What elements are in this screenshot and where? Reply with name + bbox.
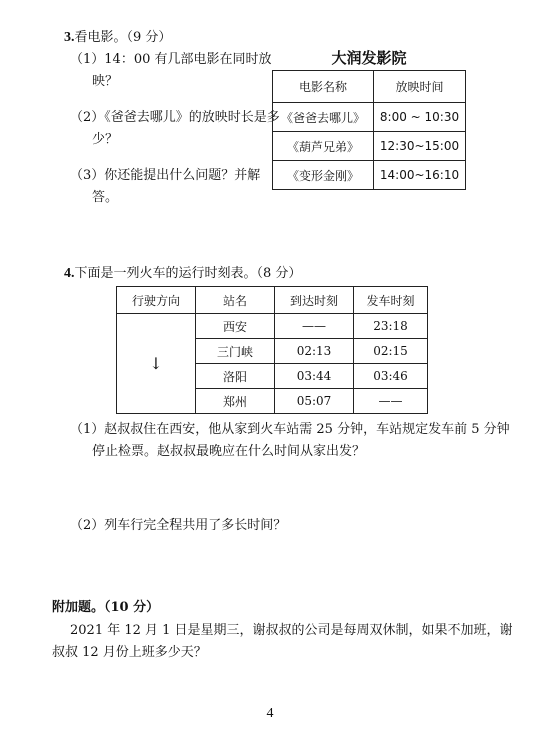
arrival-cell: 03:44 — [275, 364, 354, 389]
arrival-cell: —— — [275, 314, 354, 339]
table-row — [273, 103, 466, 132]
q3-title: 看电影。（9 分） — [74, 30, 172, 45]
q4-sub1-line2: 停止检票。赵叔叔最晚应在什么时间从家出发？ — [92, 444, 366, 459]
train-header-direction: 行驶方向 — [117, 287, 196, 314]
cinema-movie-cell: 《葫芦兄弟》 — [273, 132, 374, 161]
station-cell: 郑州 — [196, 389, 275, 414]
q3-sub3-line1: （3）你还能提出什么问题？并解 — [70, 168, 261, 183]
table-row — [273, 132, 466, 161]
q3-sub2-line2: 少？ — [92, 132, 119, 147]
q4-number: 4. — [64, 266, 75, 281]
q3-sub1-line2: 映？ — [92, 74, 119, 89]
station-cell: 西安 — [196, 314, 275, 339]
cinema-time-cell: 12:30~15:00 — [374, 132, 466, 161]
q3-sub2-line1: （2）《爸爸去哪儿》的放映时长是多 — [70, 110, 280, 125]
arrival-cell: 02:13 — [275, 339, 354, 364]
table-row — [117, 314, 428, 339]
train-header-row — [117, 287, 428, 314]
q4-title: 下面是一列火车的运行时刻表。（8 分） — [74, 266, 302, 281]
cinema-title: 大润发影院 — [331, 49, 407, 67]
q3-sub1-line1: （1）14：00 有几部电影在同时放 — [70, 52, 272, 67]
cinema-header-row — [273, 71, 466, 103]
q4-heading — [64, 264, 301, 284]
q4-sub2: （2）列车行完全程共用了多长时间？ — [70, 518, 287, 533]
cinema-header-movie: 电影名称 — [273, 71, 374, 103]
page-number: 4 — [266, 706, 274, 721]
station-cell: 三门峡 — [196, 339, 275, 364]
train-header-arrival: 到达时刻 — [275, 287, 354, 314]
cinema-time-cell: 14:00~16:10 — [374, 161, 466, 190]
departure-cell: —— — [354, 389, 428, 414]
cinema-schedule-table — [272, 70, 466, 190]
q3-number: 3. — [64, 30, 75, 45]
train-timetable — [116, 286, 428, 414]
direction-arrow-icon: ↓ — [117, 314, 196, 414]
table-row — [273, 161, 466, 190]
departure-cell: 02:15 — [354, 339, 428, 364]
q3-sub3-line2: 答。 — [92, 190, 119, 205]
station-cell: 洛阳 — [196, 364, 275, 389]
arrival-cell: 05:07 — [275, 389, 354, 414]
train-header-station: 站名 — [196, 287, 275, 314]
cinema-time-cell: 8:00 ~ 10:30 — [374, 103, 466, 132]
cinema-movie-cell: 《变形金刚》 — [273, 161, 374, 190]
q4-sub1-line1: （1）赵叔叔住在西安，他从家到火车站需 25 分钟，车站规定发车前 5 分钟 — [70, 422, 510, 437]
bonus-text-line1: 2021 年 12 月 1 日是星期三，谢叔叔的公司是每周双休制，如果不加班，谢 — [70, 623, 513, 638]
departure-cell: 03:46 — [354, 364, 428, 389]
bonus-title: 附加题。（10 分） — [52, 600, 160, 615]
departure-cell: 23:18 — [354, 314, 428, 339]
train-header-departure: 发车时刻 — [354, 287, 428, 314]
cinema-header-time: 放映时间 — [374, 71, 466, 103]
q3-heading — [64, 28, 171, 48]
cinema-movie-cell: 《爸爸去哪儿》 — [273, 103, 374, 132]
bonus-text-line2: 叔叔 12 月份上班多少天？ — [52, 645, 207, 660]
